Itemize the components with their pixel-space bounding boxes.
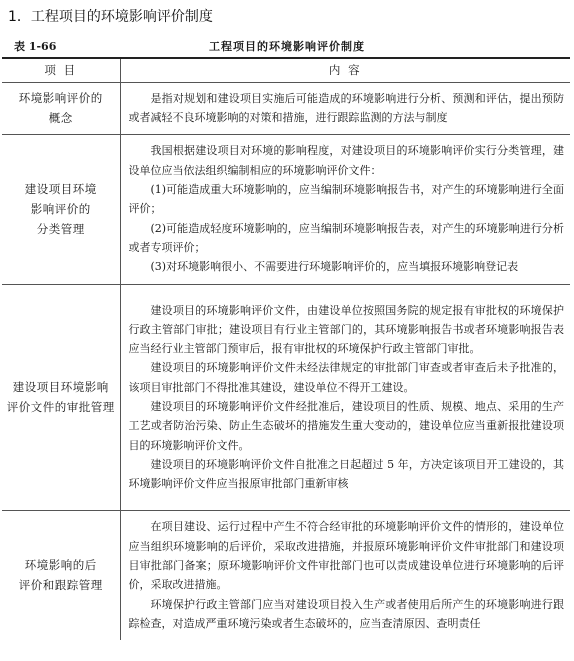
evaluation-table: [2, 57, 570, 640]
row-content: [120, 510, 570, 640]
header-item: 项 目: [44, 63, 78, 78]
label-line: 建设项目环境: [24, 182, 97, 196]
table-title: 工程项目的环境影响评价制度: [209, 40, 365, 53]
content-paragraph: 建设项目的环境影响评价文件经批准后，建设项目的性质、规模、地点、采用的生产工艺或者防治污染、防止生态破坏的措施发生重大变动的，建设单位应当重新报批建设项目的环境影响评价文件。: [128, 400, 564, 452]
label-line: 环境影响评价的: [18, 91, 103, 105]
label-line: 建设项目环境影响: [12, 380, 109, 394]
content-paragraph: 是指对规划和建设项目实施后可能造成的环境影响进行分析、预测和评估，提出预防或者减轻不良环境影响的对策和措施，进行跟踪监测的方法与制度: [128, 91, 564, 124]
content-paragraph: (1)可能造成重大环境影响的，应当编制环境影响报告书，对产生的环境影响进行全面评价；: [128, 183, 564, 216]
content-paragraph: (3)对环境影响很小、不需要进行环境影响评价的，应当填报环境影响登记表: [150, 260, 519, 274]
row-label: [2, 134, 120, 284]
table-row: [2, 134, 570, 284]
header-content: 内 容: [120, 58, 570, 82]
label-line: 评价和跟踪管理: [18, 578, 103, 593]
table-row: [2, 284, 570, 510]
label-line: 评价文件的审批管理: [6, 400, 115, 414]
label-line: 影响评价的: [30, 202, 91, 216]
content-paragraph: 我国根据建设项目对环境的影响程度，对建设项目的环境影响评价实行分类管理，建设单位应当依法组织编制相应的环境影响评价文件：: [128, 144, 564, 177]
table-number: 表 1-66: [14, 40, 57, 53]
row-label: [2, 82, 120, 134]
row-content: [120, 82, 570, 134]
row-content: [120, 284, 570, 510]
row-content: [120, 134, 570, 284]
table-row: [2, 82, 570, 134]
table-header-row: [2, 58, 570, 82]
label-line: 分类管理: [36, 222, 85, 236]
label-line: 环境影响的后: [24, 558, 97, 573]
table-caption: [0, 38, 574, 54]
content-paragraph: 建设项目的环境影响评价文件自批准之日起超过 5 年，方决定该项目开工建设的，其环境影响评价文件应当报原审批部门重新审核: [128, 457, 564, 491]
row-label: [2, 284, 120, 510]
content-paragraph: 建设项目的环境影响评价文件，由建设单位按照国务院的规定报有审批权的环境保护行政主管部门审批；建设项目有行业主管部门的，其环境影响报告书或者环境影响报告表应当经行业主管部门预审后，报有审批权的环境保护行政主管部门审批。: [128, 303, 564, 356]
content-paragraph: 环境保护行政主管部门应当对建设项目投入生产或者使用后所产生的环境影响进行跟踪检查，对造成严重环境污染或者生态破坏的，应当查清原因、查明责任: [128, 597, 564, 630]
label-line: 概念: [48, 111, 73, 125]
section-heading: 1．工程项目的环境影响评价制度: [8, 9, 213, 25]
table-row: [2, 510, 570, 640]
content-paragraph: (2)可能造成轻度环境影响的，应当编制环境影响报告表，对产生的环境影响进行分析或者专项评价；: [128, 221, 564, 254]
content-paragraph: 建设项目的环境影响评价文件未经法律规定的审批部门审查或者审查后未予批准的，该项目审批部门不得批准其建设，建设单位不得开工建设。: [128, 361, 564, 394]
content-paragraph: 在项目建设、运行过程中产生不符合经审批的环境影响评价文件的情形的，建设单位应当组织环境影响的后评价，采取改进措施，并报原环境影响评价文件审批部门和建设项目审批部门备案；原环境影响评价文件审批部门也可以责成建设单位进行环境影响的后评价，采取改进措施。: [128, 520, 564, 592]
row-label: [2, 510, 120, 640]
